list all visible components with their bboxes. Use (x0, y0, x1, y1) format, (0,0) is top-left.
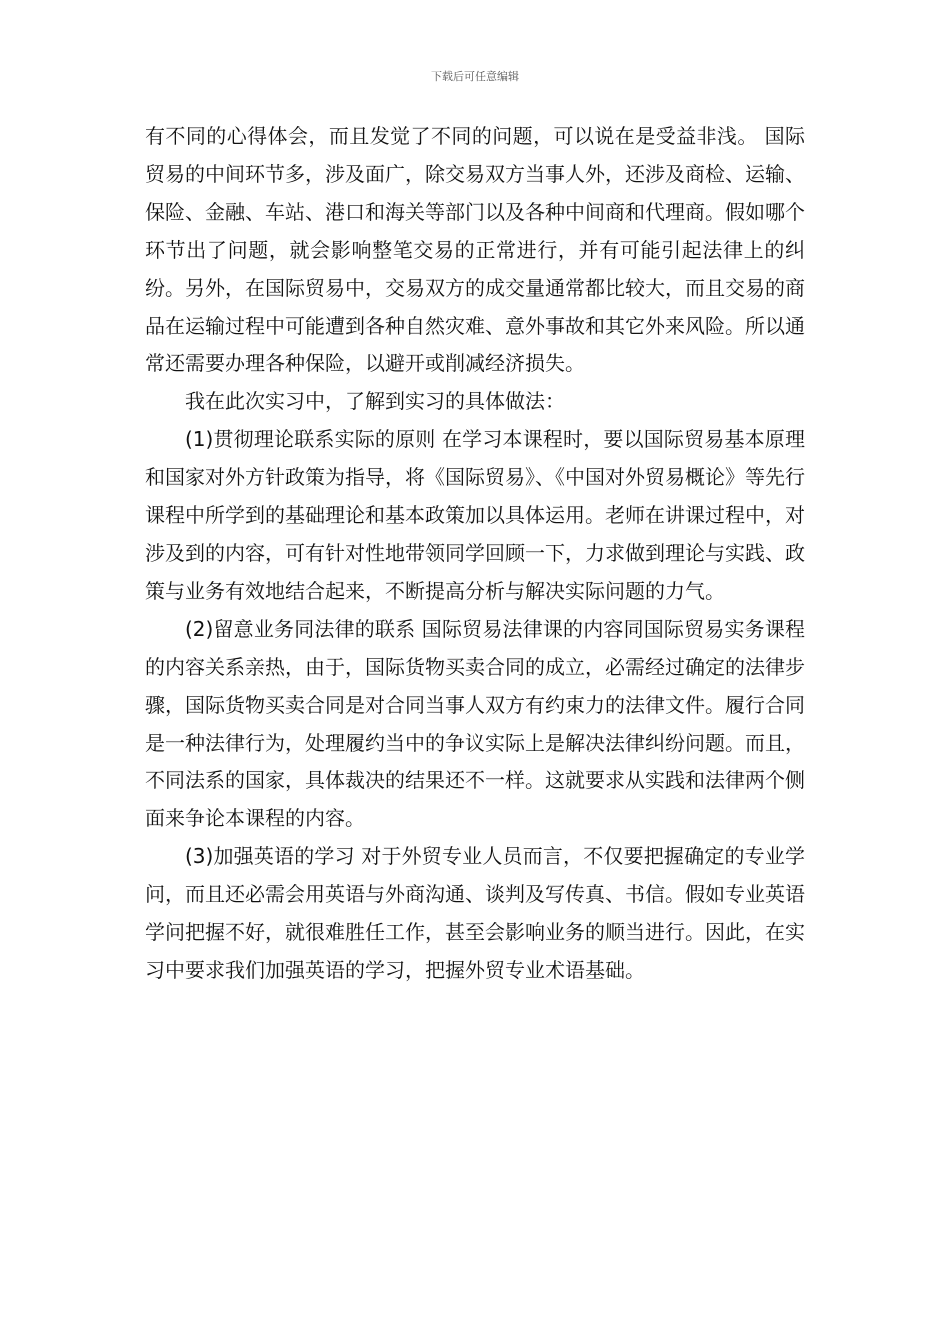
page-header: 下载后可任意编辑 (431, 70, 519, 83)
paragraph-business-law: (2)留意业务同法律的联系 国际贸易法律课的内容同国际贸易实务课程的内容关系亲热，由于，国际货物买卖合同的成立，必需经过确定的法律步骤，国际货物买卖合同是对合同当事人双方有约束力的法律文件。履行合同是一种法律行为，处理履约当中的争议实际上是解决法律纠纷问题。而且，不同法系的国家，具体裁决的结果还不一样。这就要求从实践和法律两个侧面来争论本课程的内容。 (145, 616, 805, 831)
paragraph-intro: 有不同的心得体会，而且发觉了不同的问题，可以说在是受益非浅。 国际贸易的中间环节多，涉及面广，除交易双方当事人外，还涉及商检、运输、保险、金融、车站、港口和海关等部门以及各种中间商和代理商。假如哪个环节出了问题，就会影响整笔交易的正常进行，并有可能引起法律上的纠纷。另外，在国际贸易中，交易双方的成交量通常都比较大，而且交易的商品在运输过程中可能遭到各种自然灾难、意外事故和其它外来风险。所以通常还需要办理各种保险，以避开或削减经济损失。 (145, 124, 805, 376)
document-body (145, 118, 805, 990)
paragraph-english-study: (3)加强英语的学习 对于外贸专业人员而言，不仅要把握确定的专业学问，而且还必需会用英语与外商沟通、谈判及写传真、书信。假如专业英语学问把握不好，就很难胜任工作，甚至会影响业务的顺当进行。因此，在实习中要求我们加强英语的学习，把握外贸专业术语基础。 (145, 844, 805, 982)
paragraph-theory-practice: (1)贯彻理论联系实际的原则 在学习本课程时，要以国际贸易基本原理和国家对外方针政策为指导，将《国际贸易》、《中国对外贸易概论》等先行课程中所学到的基础理论和基本政策加以具体运用。老师在讲课过程中，对涉及到的内容，可有针对性地带领同学回顾一下，力求做到理论与实践、政策与业务有效地结合起来，不断提高分析与解决实际问题的力气。 (145, 427, 805, 603)
paragraph-practice-methods: 我在此次实习中，了解到实习的具体做法： (185, 389, 565, 414)
